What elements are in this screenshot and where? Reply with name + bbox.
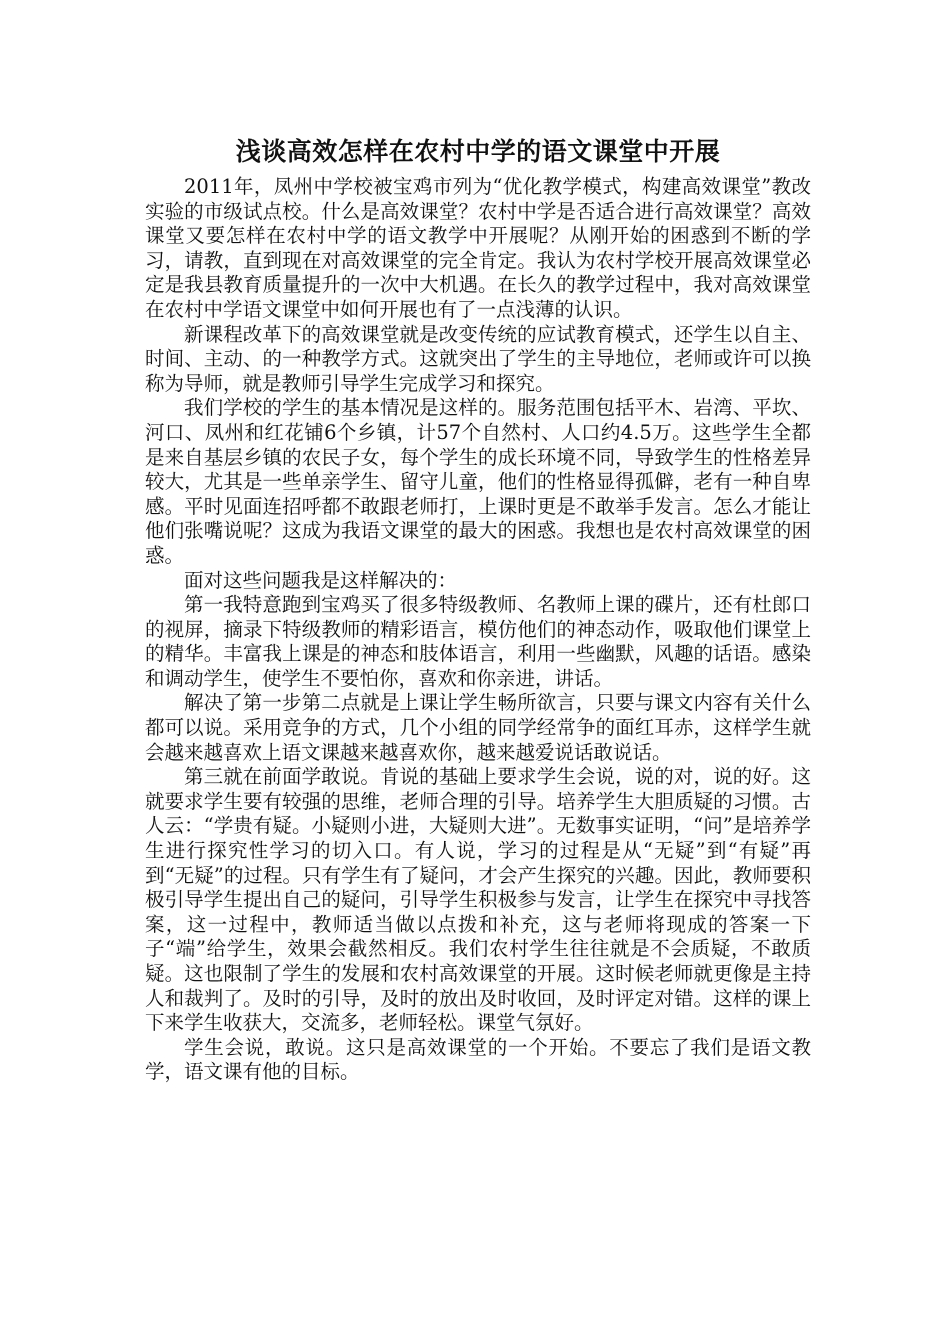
paragraph-step-three: 第三就在前面学敢说。肯说的基础上要求学生会说，说的对，说的好。这就要求学生要有较强的思维，老师合理的引导。培养学生大胆质疑的习惯。古人云：“学贵有疑。小疑则小进，大疑则大进”。无数事实证明，“问”是培养学生进行探究性学习的切入口。有人说，学习的过程是从“无疑”到“有疑”再到“无疑”的过程。只有学生有了疑问，才会产生探究的兴趣。因此，教师要积极引导学生提出自己的疑问，引导学生积极参与发言，让学生在探究中寻找答案，这一过程中，教师适当做以点拨和补充，这与老师将现成的答案一下子“端”给学生，效果会截然相反。我们农村学生往往就是不会质疑，不敢质疑。这也限制了学生的发展和农村高效课堂的开展。这时候老师就更像是主持人和裁判了。及时的引导，及时的放出及时收回，及时评定对错。这样的课上下来学生收获大，交流多，老师轻松。课堂气氛好。: [145, 765, 811, 1035]
paragraph-new-curriculum: 新课程改革下的高效课堂就是改变传统的应试教育模式，还学生以自主、时间、主动、的一种教学方式。这就突出了学生的主导地位，老师或许可以换称为导师，就是教师引导学生完成学习和探究。: [145, 322, 811, 395]
paragraph-solution-intro: 面对这些问题我是这样解决的：: [184, 568, 458, 592]
paragraph-step-two: 解决了第一步第二点就是上课让学生畅所欲言，只要与课文内容有关什么都可以说。采用竞争的方式，几个小组的同学经常争的面红耳赤，这样学生就会越来越喜欢上语文课越来越喜欢你，越来越爱说话敢说话。: [145, 691, 811, 764]
paragraph-conclusion: 学生会说，敢说。这只是高效课堂的一个开始。不要忘了我们是语文教学，语文课有他的目标。: [145, 1035, 811, 1084]
paragraph-student-situation: 我们学校的学生的基本情况是这样的。服务范围包括平木、岩湾、平坎、河口、凤州和红花铺6个乡镇，计57个自然村、人口约4.5万。这些学生全都是来自基层乡镇的农民子女，每个学生的成长环境不同，导致学生的性格差异较大，尤其是一些单亲学生、留守儿童，他们的性格显得孤僻，老有一种自卑感。平时见面连招呼都不敢跟老师打，上课时更是不敢举手发言。怎么才能让他们张嘴说呢？这成为我语文课堂的最大的困惑。我想也是农村高效课堂的困惑。: [145, 396, 811, 567]
paragraph-intro: 2011年，凤州中学校被宝鸡市列为“优化教学模式，构建高效课堂”教改实验的市级试点校。什么是高效课堂？农村中学是否适合进行高效课堂？高效课堂又要怎样在农村中学的语文教学中开展呢？从刚开始的困惑到不断的学习，请教，直到现在对高效课堂的完全肯定。我认为农村学校开展高效课堂必定是我县教育质量提升的一次中大机遇。在长久的教学过程中，我对高效课堂在农村中学语文课堂中如何开展也有了一点浅薄的认识。: [145, 175, 811, 321]
document-title: 浅谈高效怎样在农村中学的语文课堂中开展: [235, 137, 721, 166]
paragraph-step-one: 第一我特意跑到宝鸡买了很多特级教师、名教师上课的碟片，还有杜郎口的视屏，摘录下特级教师的精彩语言，模仿他们的神态动作，吸取他们课堂上的精华。丰富我上课是的神态和肢体语言，利用一些幽默，风趣的话语。感染和调动学生，使学生不要怕你，喜欢和你亲进，讲话。: [145, 593, 811, 690]
document-body: [145, 133, 811, 1085]
